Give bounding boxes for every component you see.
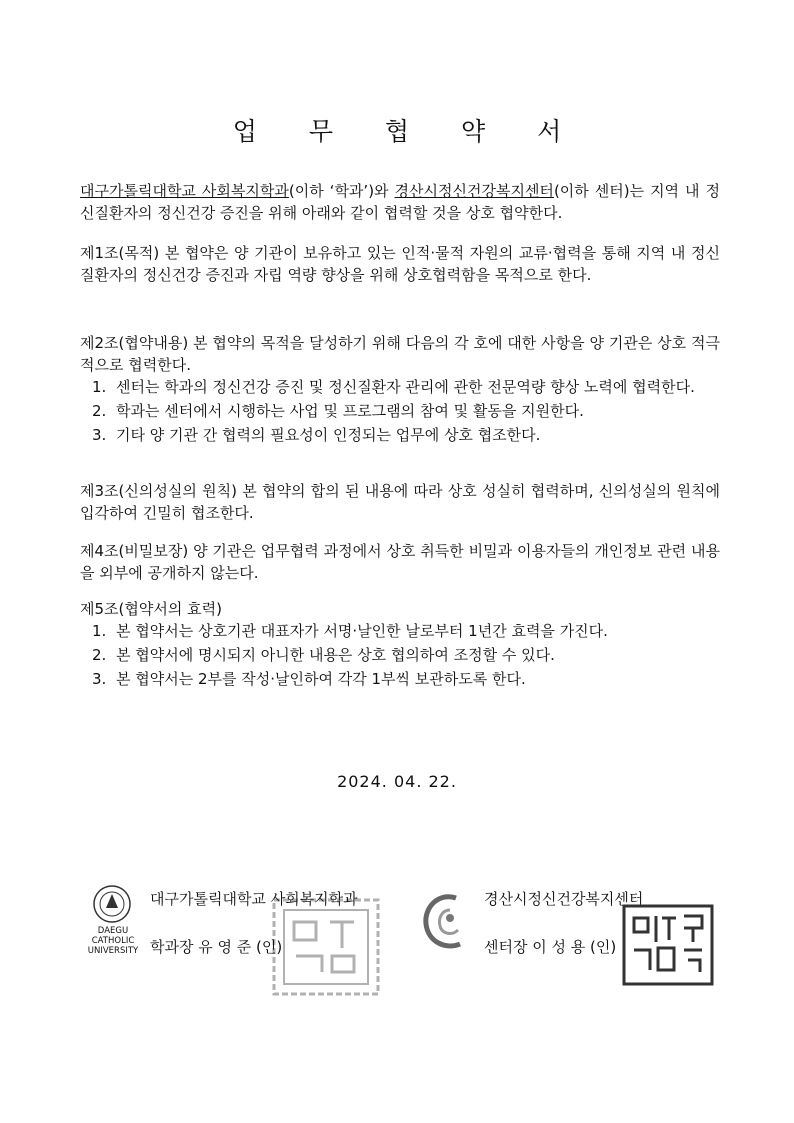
intro-paragraph [80,180,720,224]
left-seal-stamp-icon [270,896,382,998]
article-2: 제2조(협약내용) 본 협약의 목적을 달성하기 위해 다음의 각 호에 대한 사항을 양 기관은 상호 적극적으로 협력한다. [80,334,720,374]
article-3: 제3조(신의성실의 원칙) 본 협약의 합의 된 내용에 따라 상호 성실히 협력하며, 신의성실의 원칙에 입각하여 긴밀히 협조한다. [80,482,720,522]
left-representative: 학과장 유 영 준 (인) [150,938,283,956]
party2-name: 경산시정신건강복지센터 [394,182,554,200]
list-item: 1. 센터는 학과의 정신건강 증진 및 정신질환자 관리에 관한 전문역량 향상 노력에 협력한다. [92,378,695,396]
article-5-heading: 제5조(협약서의 효력) [80,600,222,618]
article-4: 제4조(비밀보장) 양 기관은 업무협력 과정에서 상호 취득한 비밀과 이용자들의 개인정보 관련 내용을 외부에 공개하지 않는다. [80,542,720,582]
party2-suffix: (이하 센터)는 지역 내 정신질환자의 정신건강 증진을 위해 아래와 같이 협력할 것을 상호 협약한다. [80,182,720,222]
university-logo-text: DAEGU CATHOLIC UNIVERSITY [87,926,139,956]
right-representative: 센터장 이 성 용 (인) [484,938,617,956]
party1-name: 대구가톨릭대학교 사회복지학과 [80,182,289,200]
party1-suffix: (이하 ‘학과’)와 [288,182,395,200]
university-seal-icon [92,884,132,924]
right-seal-stamp-icon [622,904,714,986]
document-title: 업 무 협 약 서 [232,117,584,146]
article-1: 제1조(목적) 본 협약은 양 기관이 보유하고 있는 인적·물적 자원의 교류·협력을 통해 지역 내 정신질환자의 정신건강 증진과 자립 역량 향상을 위해 상호협력함을 목적으로 한다. [80,244,720,284]
left-org-name: 대구가톨릭대학교 사회복지학과 [150,890,358,908]
list-item: 2. 본 협약서에 명시되지 아니한 내용은 상호 협의하여 조정할 수 있다. [92,646,555,664]
center-logo-icon [420,890,466,954]
list-item: 3. 기타 양 기관 간 협력의 필요성이 인정되는 업무에 상호 협조한다. [92,426,541,444]
list-item: 3. 본 협약서는 2부를 작성·날인하여 각각 1부씩 보관하도록 한다. [92,670,526,688]
right-org-name: 경산시정신건강복지센터 [484,890,644,908]
list-item: 2. 학과는 센터에서 시행하는 사업 및 프로그램의 참여 및 활동을 지원한다. [92,402,584,420]
agreement-date: 2024. 04. 22. [337,772,457,791]
article-2-list [92,376,720,446]
article-5-list [92,620,720,690]
list-item: 1. 본 협약서는 상호기관 대표자가 서명·날인한 날로부터 1년간 효력을 가진다. [92,622,608,640]
